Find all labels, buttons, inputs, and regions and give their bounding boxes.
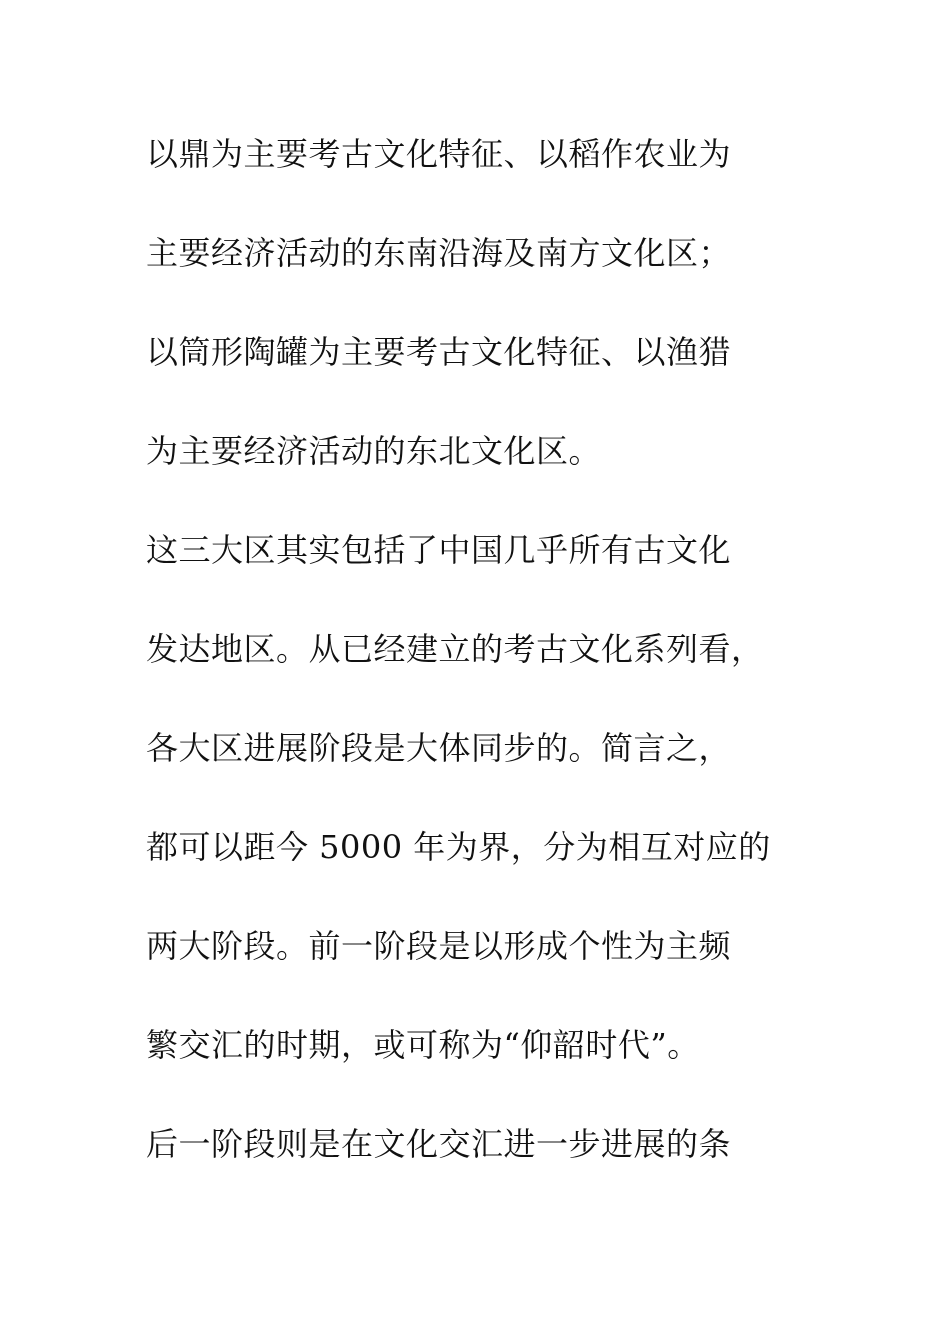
text-line-4: 为主要经济活动的东北文化区。: [146, 432, 602, 470]
text-line-6: 发达地区。从已经建立的考古文化系列看，: [146, 630, 764, 668]
text-line-9: 两大阶段。前一阶段是以形成个性为主频: [146, 927, 732, 965]
text-line-7: 各大区进展阶段是大体同步的。简言之，: [146, 729, 732, 767]
text-line-3: 以筒形陶罐为主要考古文化特征、以渔猎: [146, 333, 732, 371]
text-line-2: 主要经济活动的东南沿海及南方文化区；: [146, 234, 732, 272]
text-line-10: 繁交汇的时期，或可称为“仰韶时代”。: [146, 1026, 700, 1064]
text-line-8: 都可以距今 5000 年为界，分为相互对应的: [146, 828, 771, 866]
body-text: [146, 125, 826, 1214]
text-line-1: 以鼎为主要考古文化特征、以稻作农业为: [146, 135, 732, 173]
text-line-11: 后一阶段则是在文化交汇进一步进展的条: [146, 1125, 732, 1163]
text-line-5: 这三大区其实包括了中国几乎所有古文化: [146, 531, 732, 569]
